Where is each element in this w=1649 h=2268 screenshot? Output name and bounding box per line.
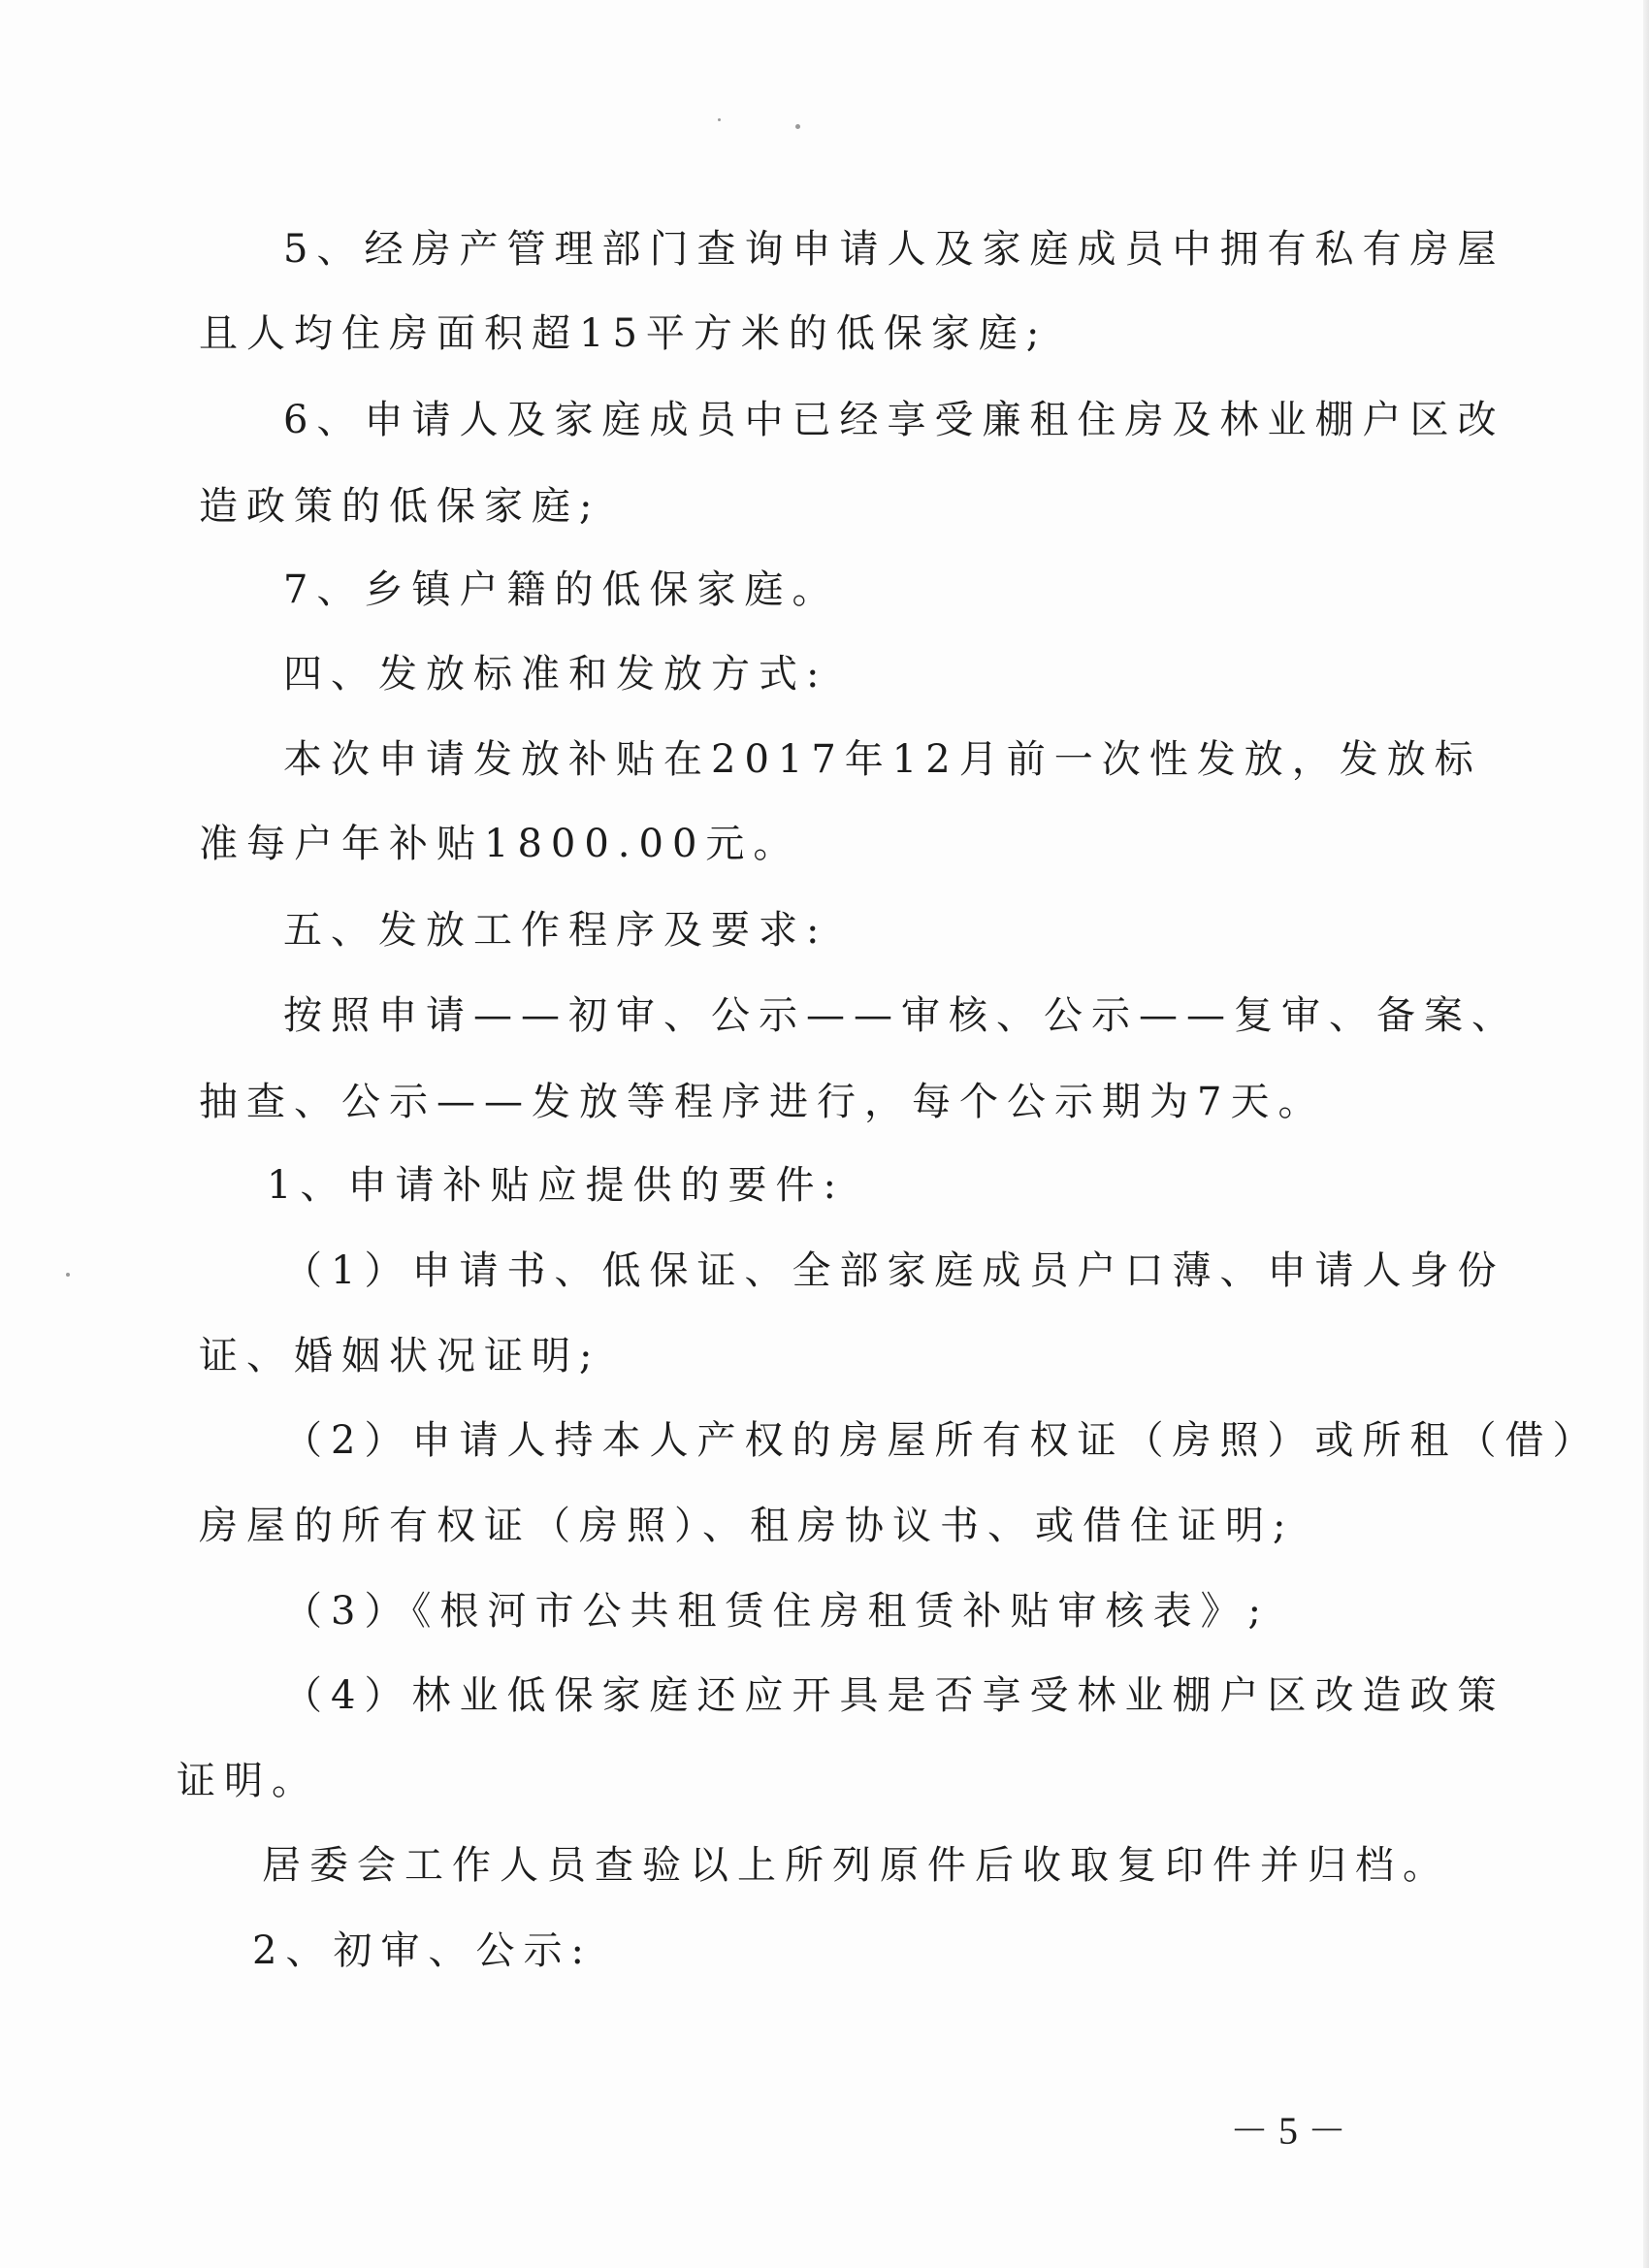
text-line: 6、申请人及家庭成员中已经享受廉租住房及林业棚户区改 <box>283 398 1505 442</box>
text-line: 居委会工作人员查验以上所列原件后收取复印件并归档。 <box>262 1843 1450 1888</box>
text-line: 房屋的所有权证（房照）、租房协议书、或借住证明; <box>199 1504 1295 1548</box>
text-line: （1）申请书、低保证、全部家庭成员户口薄、申请人身份 <box>283 1248 1505 1293</box>
text-line: 5、经房产管理部门查询申请人及家庭成员中拥有私有房屋 <box>283 227 1505 272</box>
text-line: 2、初审、公示: <box>252 1928 593 1973</box>
text-line: 1、申请补贴应提供的要件: <box>267 1163 845 1208</box>
text-line: 抽查、公示——发放等程序进行，每个公示期为7天。 <box>199 1080 1326 1124</box>
text-line: 证、婚姻状况证明; <box>199 1334 601 1378</box>
text-line: 造政策的低保家庭; <box>199 484 601 529</box>
text-line: 证明。 <box>177 1759 319 1803</box>
text-line: 且人均住房面积超15平方米的低保家庭; <box>199 311 1049 356</box>
text-line: （2）申请人持本人产权的房屋所有权证（房照）或所租（借） <box>283 1418 1600 1463</box>
page-number: － 5 － <box>1230 2109 1346 2153</box>
text-line: 7、乡镇户籍的低保家庭。 <box>283 567 840 612</box>
scan-speck <box>795 124 800 129</box>
scan-edge <box>1643 0 1649 2268</box>
text-line: （4）林业低保家庭还应开具是否享受林业棚户区改造政策 <box>283 1673 1505 1718</box>
section-heading: 五、发放工作程序及要求: <box>283 908 828 953</box>
text-line: 准每户年补贴1800.00元。 <box>199 822 801 866</box>
text-line: 按照申请——初审、公示——审核、公示——复审、备案、 <box>283 993 1519 1038</box>
text-line: 本次申请发放补贴在2017年12月前一次性发放，发放标 <box>283 737 1482 782</box>
scan-speck <box>66 1273 70 1277</box>
scan-speck <box>718 118 721 121</box>
text-line: （3）《根河市公共租赁住房租赁补贴审核表》; <box>283 1589 1270 1634</box>
section-heading: 四、发放标准和发放方式: <box>283 652 828 697</box>
